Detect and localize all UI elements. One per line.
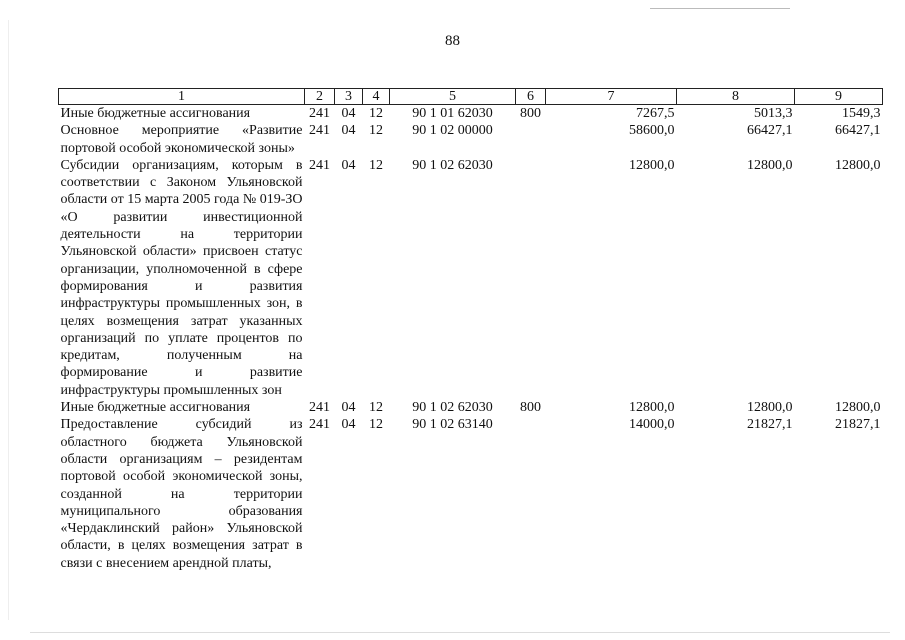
- header-col-2: 2: [305, 89, 335, 105]
- header-col-1: 1: [59, 89, 305, 105]
- cell-col-4: 12: [369, 157, 383, 173]
- cell-name: Субсидии организациям, которым в соответствии с Законом Ульяновской области от 15 марта 2005 года № 019-ЗО «О развитии инвестиционной деятельности на территории Ульяновской области» присвоен статус организации, уполномоченной в сфере формирования и развития инфраструктуры промышленных зон, в целях возмещения затрат указанных организаций по уплате процентов по кредитам, полученным на формирование и развитие инфраструктуры промышленных зон: [60, 157, 303, 398]
- header-col-5: 5: [390, 89, 516, 105]
- cell-col-9: 21827,1: [835, 417, 881, 433]
- cell-name: Иные бюджетные ассигнования: [60, 106, 251, 121]
- cell-col-2: 241: [309, 417, 330, 433]
- cell-col-3: 04: [341, 106, 356, 121]
- table-row: [59, 105, 883, 123]
- cell-col-8: 12800,0: [747, 400, 793, 416]
- cell-col-2: 241: [309, 157, 330, 173]
- cell-col-4: 12: [369, 123, 383, 139]
- cell-col-5: 90 1 02 62030: [412, 400, 493, 416]
- header-col-8: 8: [677, 89, 795, 105]
- cell-col-4: 12: [369, 400, 383, 416]
- table-header-row: [59, 89, 883, 105]
- cell-col-8: 66427,1: [747, 123, 793, 139]
- cell-col-5: 90 1 02 62030: [412, 157, 493, 173]
- header-col-4: 4: [363, 89, 390, 105]
- cell-col-7: 7267,5: [636, 106, 675, 121]
- cell-col-3: 04: [341, 157, 356, 173]
- cell-col-7: 12800,0: [629, 157, 675, 173]
- scan-artifact-top: [650, 8, 790, 9]
- cell-col-6: 800: [520, 106, 541, 121]
- header-col-7: 7: [546, 89, 677, 105]
- header-col-3: 3: [335, 89, 363, 105]
- cell-col-6: [516, 157, 546, 399]
- cell-col-4: 12: [369, 106, 383, 121]
- cell-col-8: 21827,1: [747, 417, 793, 433]
- cell-col-3: 04: [341, 417, 356, 433]
- scan-artifact-left: [8, 20, 9, 620]
- cell-col-2: 241: [309, 400, 330, 416]
- cell-col-9: 66427,1: [835, 123, 881, 139]
- header-col-6: 6: [516, 89, 546, 105]
- cell-col-7: 58600,0: [629, 123, 675, 139]
- cell-col-8: 5013,3: [754, 106, 793, 121]
- header-col-9: 9: [795, 89, 883, 105]
- table-row: [59, 122, 883, 157]
- cell-col-3: 04: [341, 123, 356, 139]
- table-row: [59, 399, 883, 416]
- cell-name: Предоставление субсидий из областного бюджета Ульяновской области организациям – резидентам портовой особой экономической зоны, созданной на территории муниципального образования «Чердаклинский район» Ульяновской области, в целях возмещения затрат в связи с внесением арендной платы,: [60, 417, 303, 571]
- cell-col-6: [516, 416, 546, 572]
- cell-col-6: 800: [520, 400, 541, 416]
- cell-col-5: 90 1 01 62030: [412, 106, 493, 121]
- cell-col-9: 12800,0: [835, 400, 881, 416]
- cell-name: Иные бюджетные ассигнования: [60, 400, 251, 416]
- cell-col-6: [516, 122, 546, 157]
- table-row: [59, 416, 883, 572]
- cell-col-9: 12800,0: [835, 157, 881, 173]
- cell-col-7: 14000,0: [629, 417, 675, 433]
- scan-artifact-bottom: [30, 632, 890, 633]
- cell-col-2: 241: [309, 106, 330, 121]
- cell-col-4: 12: [369, 417, 383, 433]
- page-number: 88: [445, 33, 460, 49]
- cell-col-7: 12800,0: [629, 400, 675, 416]
- cell-col-5: 90 1 02 00000: [412, 123, 493, 139]
- cell-col-2: 241: [309, 123, 330, 139]
- table-row: [59, 157, 883, 399]
- table-body: [59, 105, 883, 573]
- cell-col-5: 90 1 02 63140: [412, 417, 493, 433]
- cell-name: Основное мероприятие «Развитие портовой особой экономической зоны»: [60, 123, 303, 156]
- budget-table: [58, 88, 883, 572]
- cell-col-3: 04: [341, 400, 356, 416]
- cell-col-9: 1549,3: [842, 106, 881, 121]
- cell-col-8: 12800,0: [747, 157, 793, 173]
